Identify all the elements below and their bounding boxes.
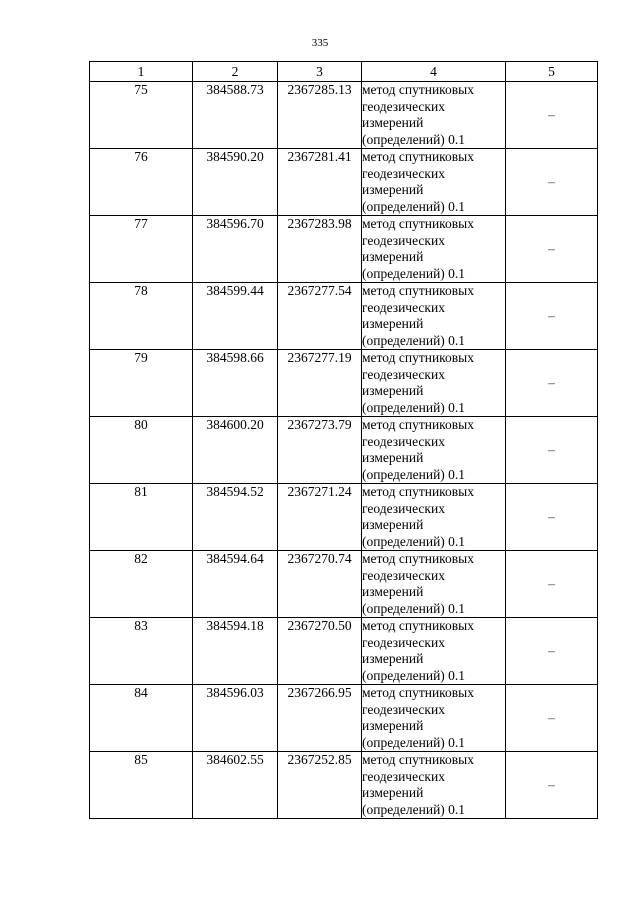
note-cell: – (506, 551, 598, 618)
table-row (90, 551, 598, 618)
table-row (90, 350, 598, 417)
table-row (90, 618, 598, 685)
note-cell: – (506, 484, 598, 551)
x-coordinate-cell: 384594.64 (193, 551, 278, 618)
y-coordinate-cell: 2367271.24 (278, 484, 362, 551)
column-header: 3 (278, 62, 362, 82)
point-number-cell: 82 (90, 551, 193, 618)
y-coordinate-cell: 2367273.79 (278, 417, 362, 484)
page-number: 335 (311, 37, 329, 49)
method-cell: метод спутниковых геодезических измерений (определений) 0.1 (362, 82, 506, 149)
note-cell: – (506, 417, 598, 484)
x-coordinate-cell: 384599.44 (193, 283, 278, 350)
point-number-cell: 75 (90, 82, 193, 149)
point-number-cell: 84 (90, 685, 193, 752)
table-row (90, 82, 598, 149)
x-coordinate-cell: 384598.66 (193, 350, 278, 417)
note-cell: – (506, 685, 598, 752)
x-coordinate-cell: 384590.20 (193, 149, 278, 216)
table-row (90, 484, 598, 551)
y-coordinate-cell: 2367266.95 (278, 685, 362, 752)
method-cell: метод спутниковых геодезических измерений (определений) 0.1 (362, 283, 506, 350)
method-cell: метод спутниковых геодезических измерений (определений) 0.1 (362, 350, 506, 417)
method-cell: метод спутниковых геодезических измерений (определений) 0.1 (362, 551, 506, 618)
column-header: 4 (362, 62, 506, 82)
x-coordinate-cell: 384594.18 (193, 618, 278, 685)
table-row (90, 417, 598, 484)
point-number-cell: 83 (90, 618, 193, 685)
note-cell: – (506, 216, 598, 283)
table-row (90, 216, 598, 283)
x-coordinate-cell: 384594.52 (193, 484, 278, 551)
y-coordinate-cell: 2367270.74 (278, 551, 362, 618)
note-cell: – (506, 618, 598, 685)
column-header: 2 (193, 62, 278, 82)
point-number-cell: 80 (90, 417, 193, 484)
method-cell: метод спутниковых геодезических измерений (определений) 0.1 (362, 216, 506, 283)
point-number-cell: 81 (90, 484, 193, 551)
note-cell: – (506, 752, 598, 819)
x-coordinate-cell: 384588.73 (193, 82, 278, 149)
point-number-cell: 77 (90, 216, 193, 283)
method-cell: метод спутниковых геодезических измерений (определений) 0.1 (362, 685, 506, 752)
y-coordinate-cell: 2367277.19 (278, 350, 362, 417)
column-header: 5 (506, 62, 598, 82)
x-coordinate-cell: 384596.03 (193, 685, 278, 752)
table-row (90, 283, 598, 350)
x-coordinate-cell: 384602.55 (193, 752, 278, 819)
note-cell: – (506, 82, 598, 149)
x-coordinate-cell: 384596.70 (193, 216, 278, 283)
table-header-row (90, 62, 598, 82)
table-row (90, 149, 598, 216)
method-cell: метод спутниковых геодезических измерений (определений) 0.1 (362, 149, 506, 216)
y-coordinate-cell: 2367281.41 (278, 149, 362, 216)
point-number-cell: 79 (90, 350, 193, 417)
note-cell: – (506, 283, 598, 350)
y-coordinate-cell: 2367283.98 (278, 216, 362, 283)
point-number-cell: 85 (90, 752, 193, 819)
y-coordinate-cell: 2367252.85 (278, 752, 362, 819)
note-cell: – (506, 149, 598, 216)
method-cell: метод спутниковых геодезических измерений (определений) 0.1 (362, 417, 506, 484)
y-coordinate-cell: 2367270.50 (278, 618, 362, 685)
method-cell: метод спутниковых геодезических измерений (определений) 0.1 (362, 618, 506, 685)
note-cell: – (506, 350, 598, 417)
table-row (90, 752, 598, 819)
method-cell: метод спутниковых геодезических измерений (определений) 0.1 (362, 484, 506, 551)
y-coordinate-cell: 2367285.13 (278, 82, 362, 149)
coordinates-table (89, 61, 598, 819)
table-row (90, 685, 598, 752)
y-coordinate-cell: 2367277.54 (278, 283, 362, 350)
point-number-cell: 78 (90, 283, 193, 350)
column-header: 1 (90, 62, 193, 82)
x-coordinate-cell: 384600.20 (193, 417, 278, 484)
point-number-cell: 76 (90, 149, 193, 216)
method-cell: метод спутниковых геодезических измерений (определений) 0.1 (362, 752, 506, 819)
